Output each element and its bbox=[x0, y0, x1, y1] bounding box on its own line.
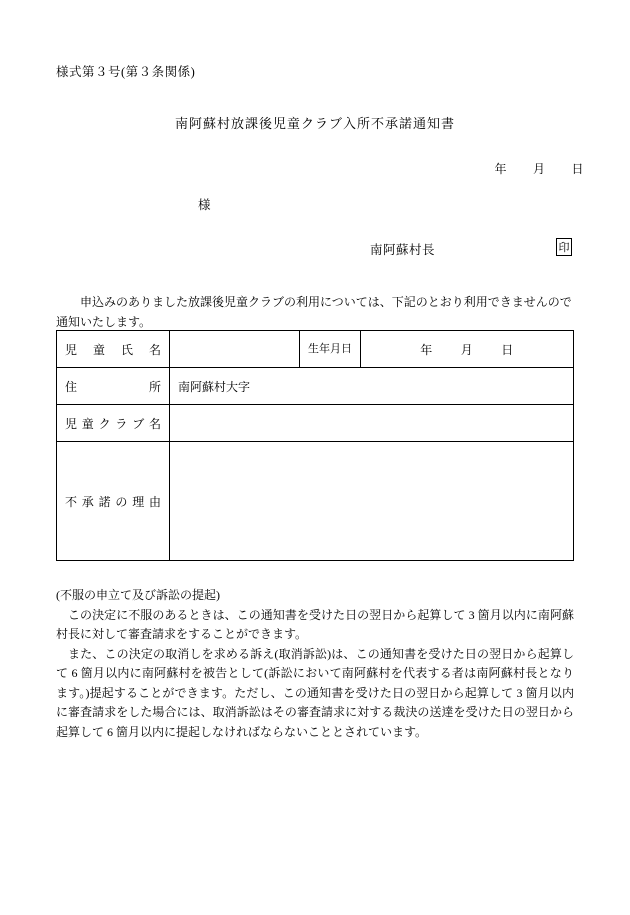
seal-stamp-icon: 印 bbox=[556, 238, 572, 256]
table-row bbox=[57, 405, 574, 442]
birth-day-label: 日 bbox=[501, 342, 514, 357]
child-name-value[interactable] bbox=[170, 331, 300, 368]
address-value[interactable]: 南阿蘇村大字 bbox=[170, 368, 574, 405]
table-row bbox=[57, 331, 574, 368]
intro-paragraph bbox=[56, 292, 574, 332]
page-title: 南阿蘇村放課後児童クラブ入所不承諾通知書 bbox=[174, 116, 455, 131]
child-name-label: 児童氏名 bbox=[57, 331, 170, 368]
birth-month-label: 月 bbox=[460, 342, 474, 357]
intro-text: 申込みのありました放課後児童クラブの利用については、下記のとおり利用できませんので通知いたします。 bbox=[56, 295, 572, 329]
club-name-label: 児童クラブ名 bbox=[57, 405, 170, 442]
date-year-label: 年 bbox=[494, 162, 507, 176]
notice-paragraph-2: また、この決定の取消しを求める訴え(取消訴訟)は、この通知書を受けた日の翌日から起算して 6 箇月以内に南阿蘇村を被告として(訴訟において南阿蘇村を代表する者は南阿蘇村長となります。)提起することができます。ただし、この通知書を受けた日の翌日から起算して 3 箇月以内に審査請求をした場合には、取消訴訟はその審査請求に対する裁決の送達を受けた日の翌日から起算して 6 箇月以内に提起しなければならないこととされています。 bbox=[56, 646, 574, 739]
rejection-reason-value[interactable] bbox=[170, 442, 574, 561]
appeal-notice bbox=[56, 586, 574, 742]
date-month-label: 月 bbox=[532, 162, 546, 176]
date-day-label: 日 bbox=[571, 162, 584, 176]
club-name-value[interactable] bbox=[170, 405, 574, 442]
applicant-table bbox=[56, 330, 574, 561]
rejection-reason-label: 不承諾の理由 bbox=[57, 442, 170, 561]
table-row bbox=[57, 442, 574, 561]
addressee-label: 様 bbox=[198, 198, 211, 212]
address-label: 住所 bbox=[57, 368, 170, 405]
issue-date-line bbox=[494, 160, 584, 177]
form-number: 様式第３号(第３条関係) bbox=[56, 65, 196, 79]
notice-heading: (不服の申立て及び訴訟の提起) bbox=[56, 588, 220, 602]
birthdate-label: 生年月日 bbox=[300, 331, 361, 368]
table-row bbox=[57, 368, 574, 405]
issuer-name: 南阿蘇村長 bbox=[370, 243, 436, 257]
birthdate-value[interactable] bbox=[361, 331, 574, 368]
notice-paragraph-1: この決定に不服のあるときは、この通知書を受けた日の翌日から起算して 3 箇月以内に南阿蘇村長に対して審査請求をすることができます。 bbox=[56, 607, 574, 641]
birth-year-label: 年 bbox=[420, 342, 433, 357]
